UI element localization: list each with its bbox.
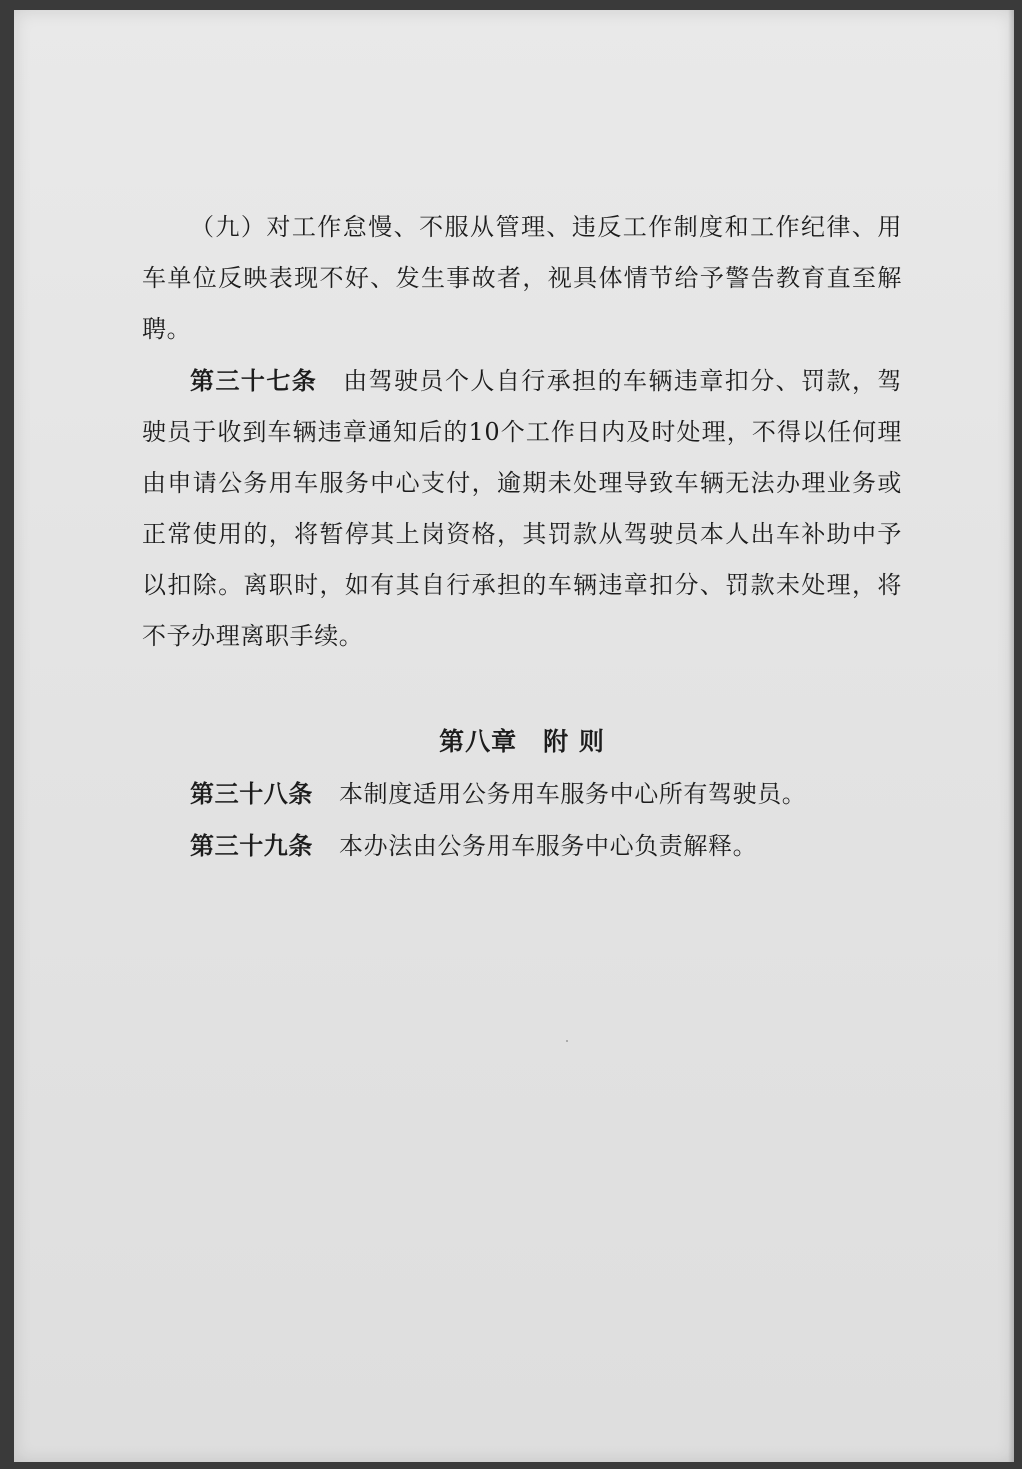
document-page bbox=[14, 10, 1014, 1462]
article-38-paragraph bbox=[142, 768, 902, 820]
article-38-text: 本制度适用公务用车服务中心所有驾驶员。 bbox=[339, 780, 807, 808]
page-content bbox=[142, 202, 902, 872]
article-37-paragraph bbox=[142, 355, 902, 662]
chapter-8-title bbox=[142, 716, 902, 768]
chapter-8-number: 第八章 bbox=[439, 727, 518, 756]
item-9-paragraph: （九）对工作怠慢、不服从管理、违反工作制度和工作纪律、用车单位反映表现不好、发生事故者，视具体情节给予警告教育直至解聘。 bbox=[142, 213, 902, 343]
article-38-heading: 第三十八条 bbox=[190, 779, 313, 808]
paper-speck bbox=[566, 1040, 568, 1042]
page-edge-shadow bbox=[1008, 10, 1014, 1462]
article-39-text: 本办法由公务用车服务中心负责解释。 bbox=[339, 832, 758, 860]
article-37-heading: 第三十七条 bbox=[190, 366, 318, 395]
chapter-8-name: 附 则 bbox=[543, 727, 605, 756]
article-37-text: 由驾驶员个人自行承担的车辆违章扣分、罚款，驾驶员于收到车辆违章通知后的10个工作日内及时处理，不得以任何理由申请公务用车服务中心支付，逾期未处理导致车辆无法办理业务或正常使用的，将暂停其上岗资格，其罚款从驾驶员本人出车补助中予以扣除。离职时，如有其自行承担的车辆违章扣分、罚款未处理，将不予办理离职手续。 bbox=[142, 367, 903, 650]
article-39-paragraph bbox=[142, 820, 902, 872]
article-39-heading: 第三十九条 bbox=[190, 831, 313, 860]
